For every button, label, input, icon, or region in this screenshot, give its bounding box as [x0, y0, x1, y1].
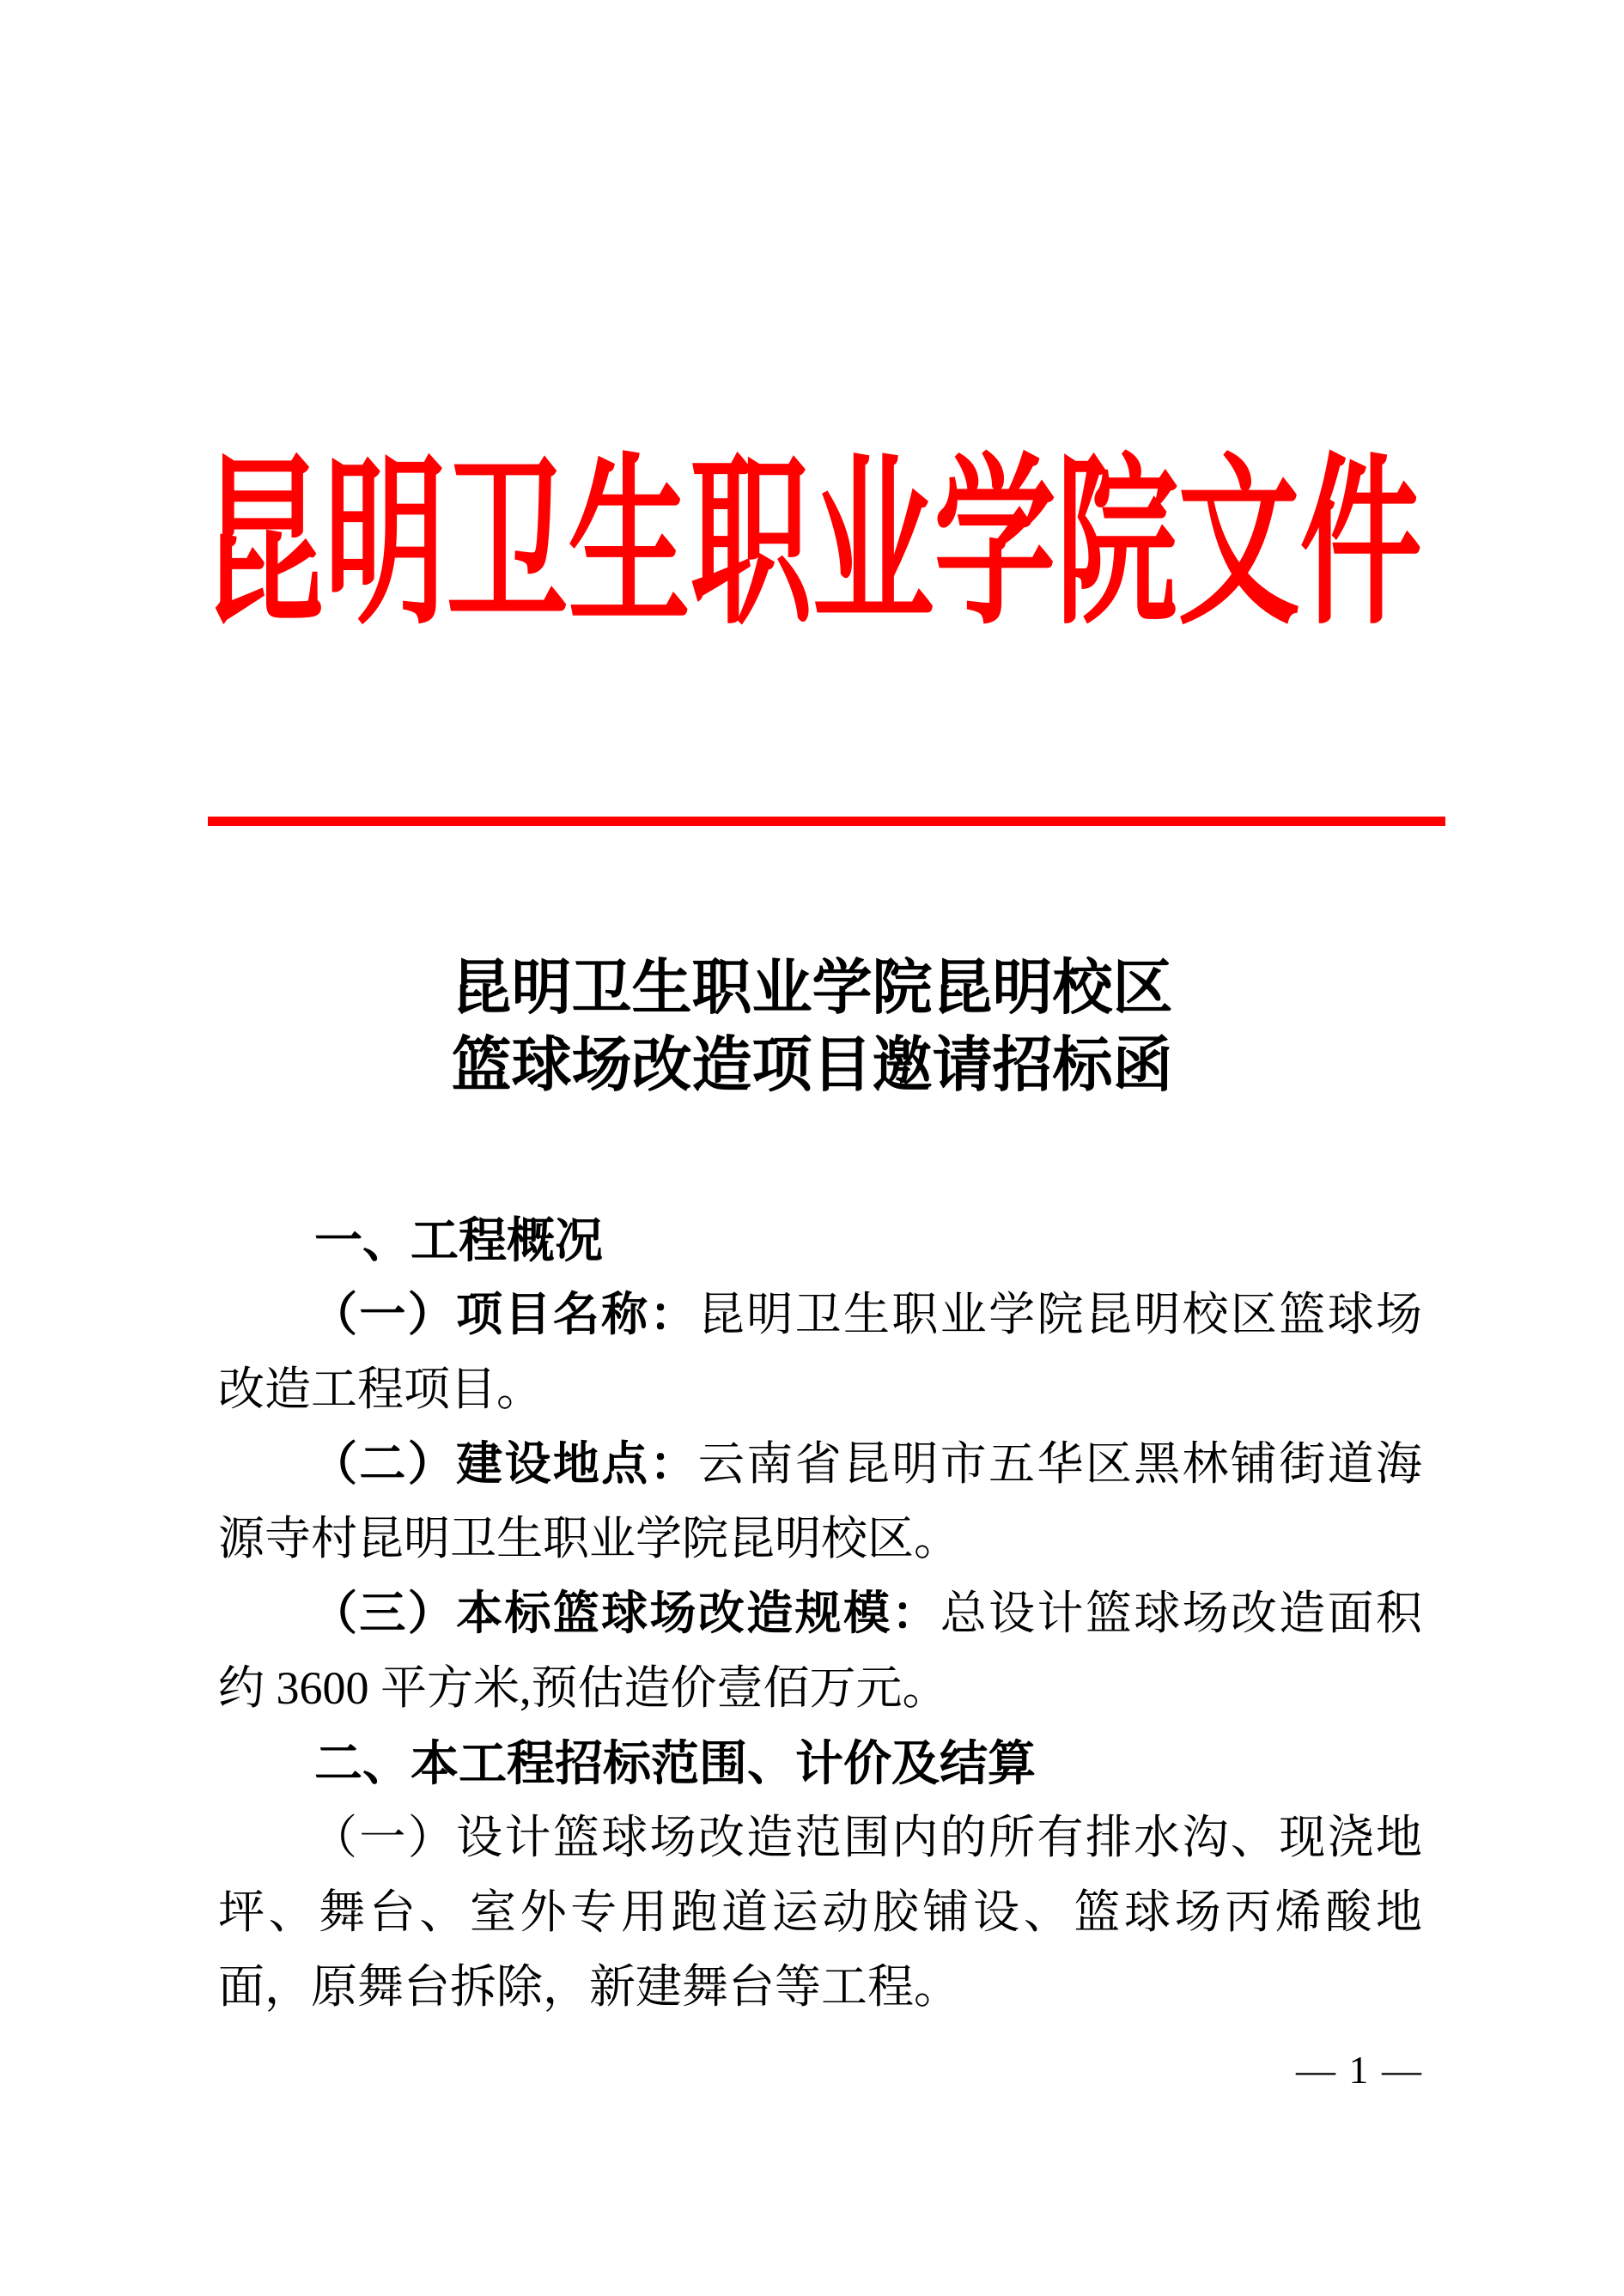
paragraph-location — [218, 1427, 1422, 1576]
paragraph-text: 云南省昆明市五华区黑林铺街道海源寺村昆明卫生职业学院昆明校区。 — [218, 1438, 1423, 1564]
paragraph-text: 昆明卫生职业学院昆明校区篮球场改造工程项目。 — [218, 1289, 1423, 1415]
section-heading-1: 一、工程概况 — [314, 1213, 603, 1267]
document-body — [218, 1203, 1422, 2025]
paragraph-label: （二）建设地点： — [311, 1438, 698, 1490]
paragraph-project-name — [218, 1278, 1422, 1427]
document-title — [0, 951, 1624, 1105]
paragraph-text: 总设计篮球场改造面积约 3600 平方米,预估造价壹佰万元。 — [218, 1588, 1423, 1714]
document-title-line1: 昆明卫生职业学院昆明校区 — [451, 956, 1173, 1022]
paragraph-text: （一）设计篮球场改造范围内的所有排水沟、现浇地坪、舞台、室外专用跑道运动胶铺设、篮球场丙烯酸地面，原舞台拆除，新建舞台等工程。 — [218, 1812, 1422, 2013]
letterhead-title: 昆明卫生职业学院文件 — [202, 442, 1422, 647]
page-number: — 1 — — [1296, 2048, 1423, 2092]
paragraph-label: （一）项目名称： — [311, 1289, 698, 1340]
paragraph-scale — [218, 1576, 1422, 1726]
paragraph-bid-scope — [218, 1801, 1422, 2025]
document-title-line2: 篮球场改造项目邀请招标函 — [451, 1033, 1173, 1099]
paragraph-label: （三）本标篮球场改造规模： — [311, 1588, 940, 1639]
section-heading-2: 二、本工程招标范围、计价及结算 — [314, 1736, 1036, 1790]
letterhead-divider — [208, 817, 1445, 826]
